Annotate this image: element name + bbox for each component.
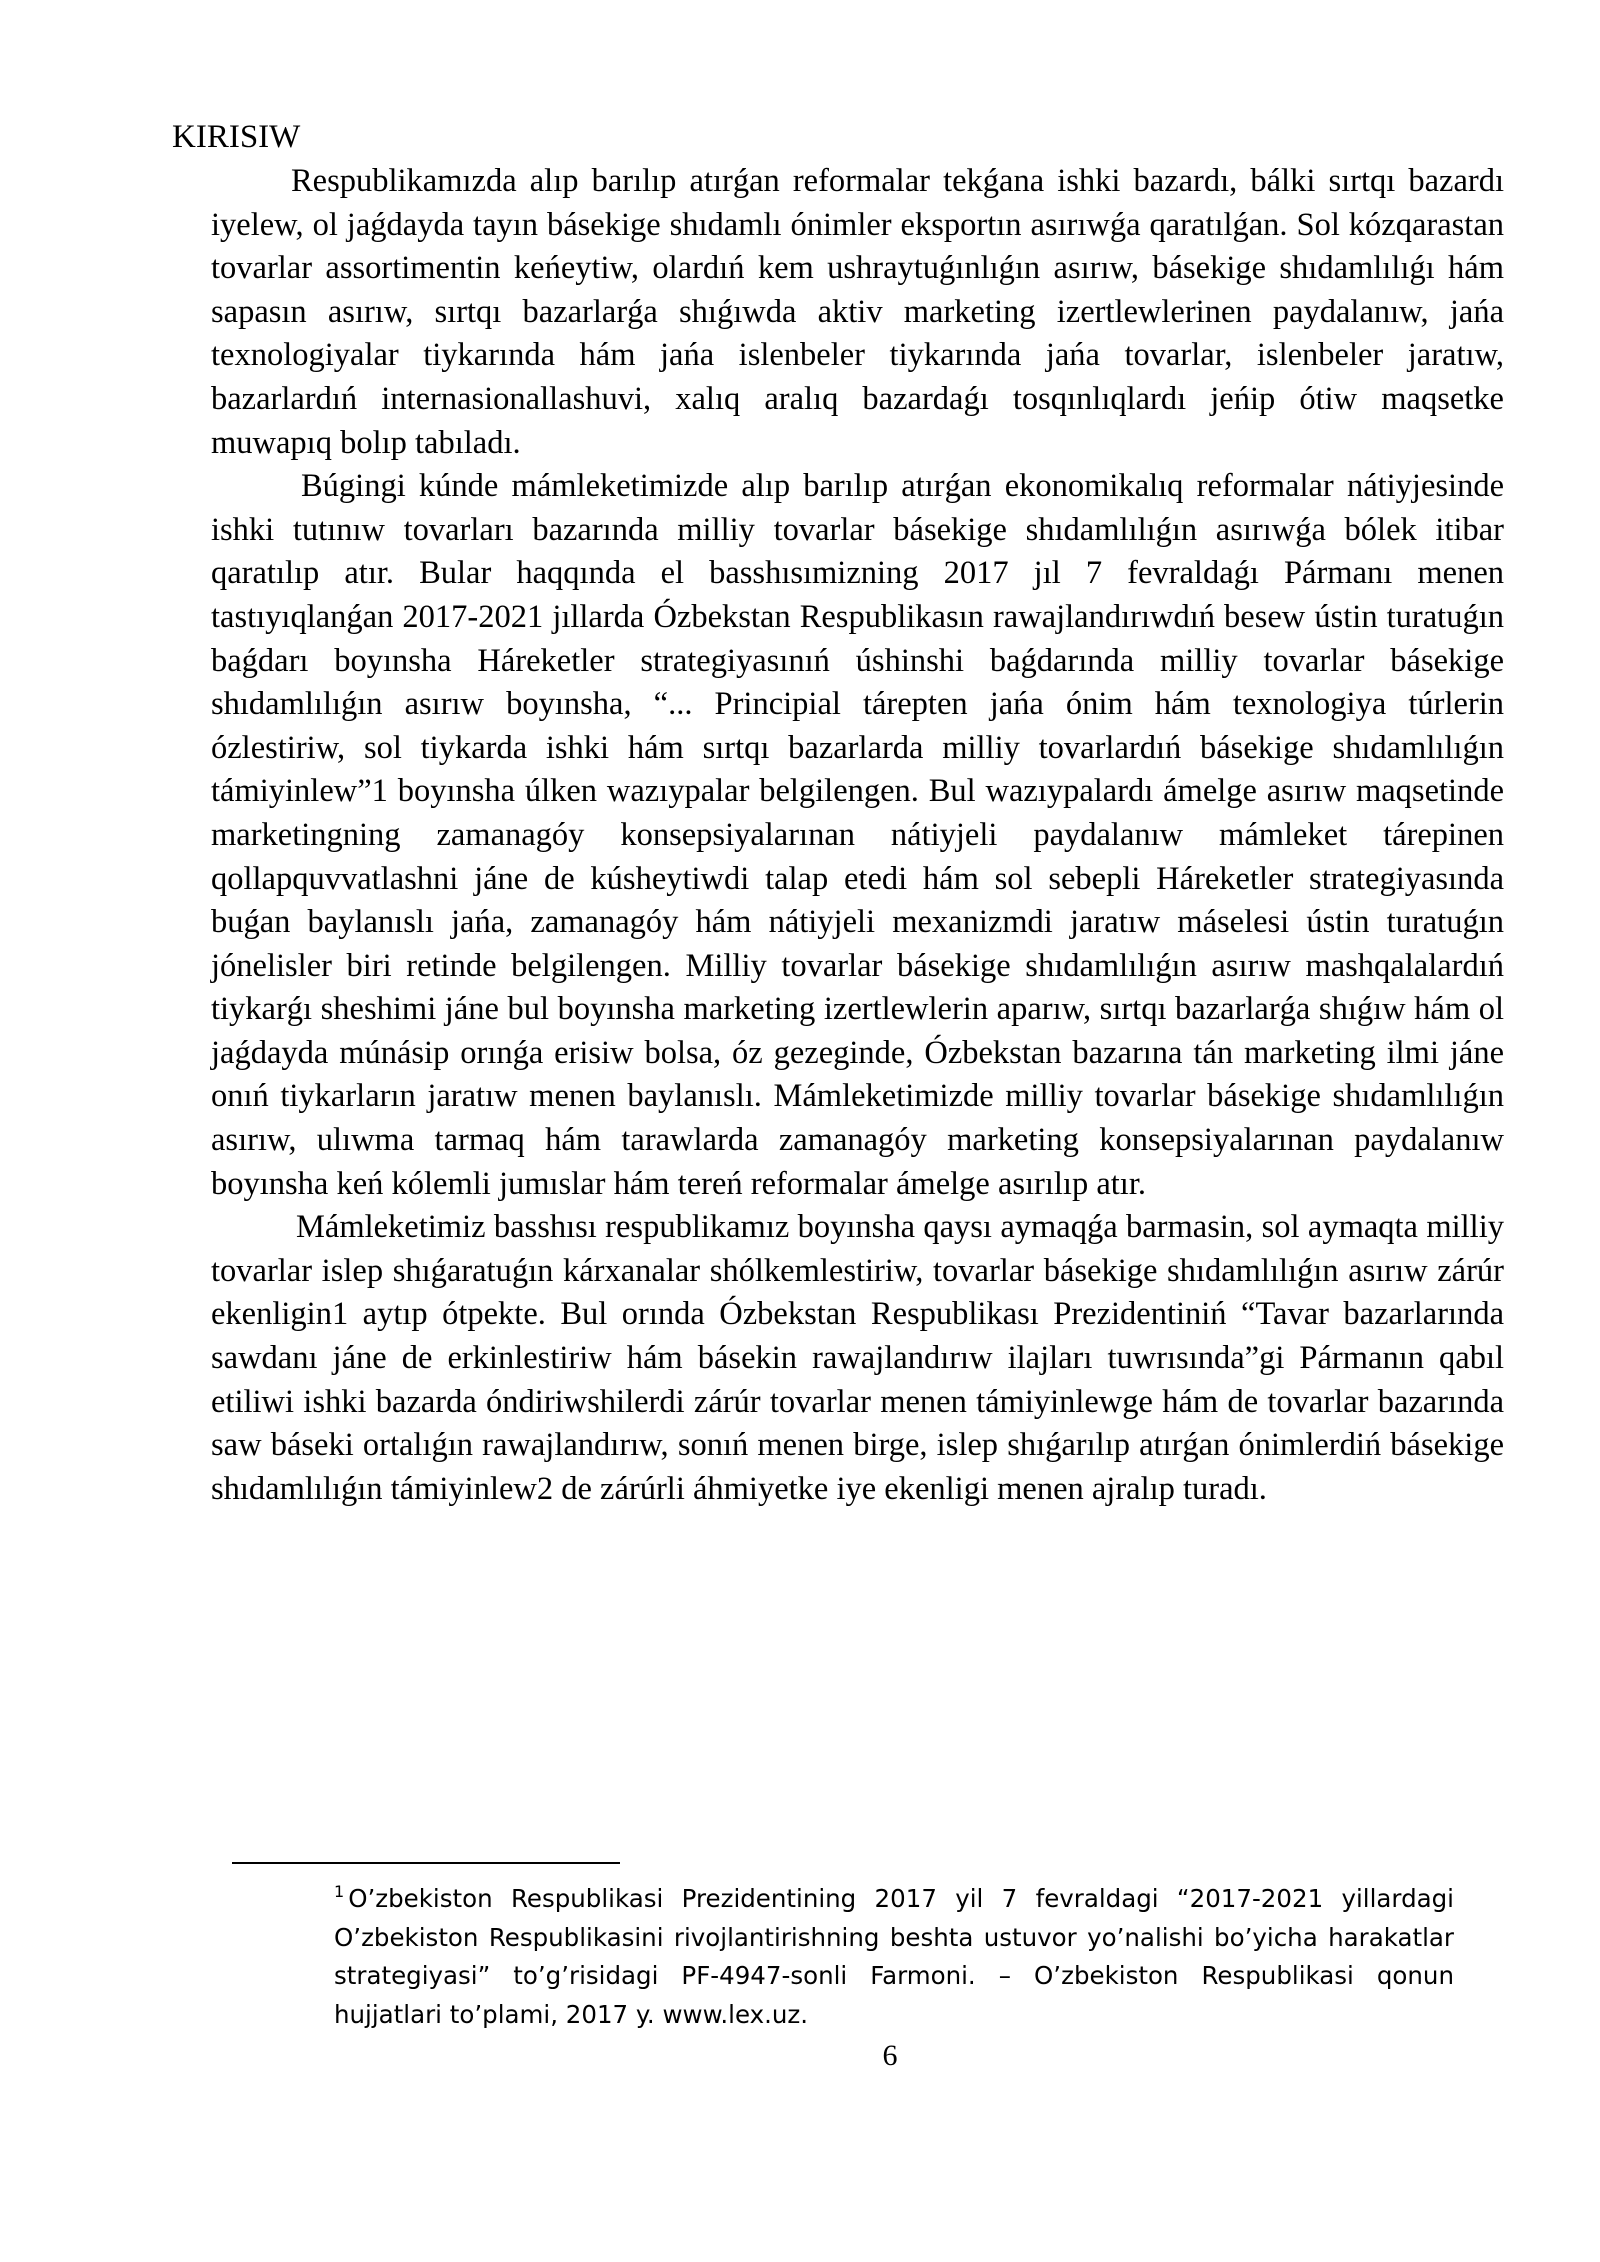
footnote	[334, 1880, 1454, 2034]
body-text	[211, 160, 1504, 1511]
footnote-marker: 1	[334, 1882, 345, 1901]
footnote-separator	[232, 1862, 620, 1864]
page-number: 6	[882, 2039, 898, 2072]
footnote-text: O’zbekiston Respublikasi Prezidentining 2017 yil 7 fevraldagi “2017-2021 yillardagi O’zbekiston Respublikasini rivojlantirishning beshta ustuvor yo’nalishi bo’yicha harakatlar strategiyasi” to’g’risidagi PF-4947-sonli Farmoni. – O’zbekiston Respublikasi qonun hujjatlari to’plami, 2017 y. www.lex.uz.	[334, 1884, 1454, 2029]
section-heading: KIRISIW	[172, 119, 301, 155]
paragraph-2: Búgingi kúnde mámleketimizde alıp barılıp atırǵan ekonomikalıq reformalar nátiyjesinde ishki tutınıw tovarları bazarında milliy tovarlar básekige shıdamlılıǵın asırıwǵa bólek itibar qaratılıp atır. Bular haqqında el basshısımizning 2017 jıl 7 fevraldaǵı Pármanı menen tastıyıqlanǵan 2017-2021 jıllarda Ózbekstan Respublikasın rawajlandırıwdıń besew ústin turatuǵın baǵdarı boyınsha Háreketler strategiyasınıń úshinshi baǵdarında milliy tovarlar básekige shıdamlılıǵın asırıw boyınsha, “... Principial tárepten jańa ónim hám texnologiya túrlerin ózlestiriw, sol tiykarda ishki hám sırtqı bazarlarda milliy tovarlardıń básekige shıdamlılıǵın támiyinlew”1 boyınsha úlken wazıypalar belgilengen. Bul wazıypalardı ámelge asırıw maqsetinde marketingning zamanagóy konsepsiyalarınan nátiyjeli paydalanıw mámleket tárepinen qollapquvvatlashni jáne de kúsheytiwdi talap etedi hám sol sebepli Háreketler strategiyasında buǵan baylanıslı jańa, zamanagóy hám nátiyjeli mexanizmdi jaratıw máselesi ústin turatuǵın jónelisler biri retinde belgilengen. Milliy tovarlar básekige shıdamlılıǵın asırıw mashqalalardıń tiykarǵı sheshimi jáne bul boyınsha marketing izertlewlerin aparıw, sırtqı bazarlarǵa shıǵıw hám ol jaǵdayda múnásip orınǵa erisiw bolsa, óz gezeginde, Ózbekstan bazarına tán marketing ilmi jáne onıń tiykarların jaratıw menen baylanıslı. Mámleketimizde milliy tovarlar básekige shıdamlılıǵın asırıw, ulıwma tarmaq hám tarawlarda zamanagóy marketing konsepsiyalarınan paydalanıw boyınsha keń kólemli jumıslar hám tereń reformalar ámelge asırılıp atır.	[211, 468, 1504, 1202]
paragraph-3: Mámleketimiz basshısı respublikamız boyınsha qaysı aymaqǵa barmasin, sol aymaqta milliy tovarlar islep shıǵaratuǵın kárxanalar shólkemlestiriw, tovarlar básekige shıdamlılıǵın asırıw zárúr ekenligin1 aytıp ótpekte. Bul orında Ózbekstan Respublikası Prezidentiniń “Tavar bazarlarında sawdanı jáne de erkinlestiriw hám básekin rawajlandırıw ilajları tuwrısında”gi Pármanın qabıl etiliwi ishki bazarda óndiriwshilerdi zárúr tovarlar menen támiyinlewge hám de tovarlar bazarında saw báseki ortalıǵın rawajlandırıw, sonıń menen birge, islep shıǵarılıp atırǵan ónimlerdiń básekige shıdamlılıǵın támiyinlew2 de zárúrli áhmiyetke iye ekenligi menen ajralıp turadı.	[211, 1209, 1504, 1507]
paragraph-1: Respublikamızda alıp barılıp atırǵan reformalar tekǵana ishki bazardı, bálki sırtqı bazardı iyelew, ol jaǵdayda tayın básekige shıdamlı ónimler eksportın asırıwǵa qaratılǵan. Sol kózqarastan tovarlar assortimentin keńeytiw, olardıń kem ushraytuǵınlıǵın asırıw, básekige shıdamlılıǵı hám sapasın asırıw, sırtqı bazarlarǵa shıǵıwda aktiv marketing izertlewlerinen paydalanıw, jańa texnologiyalar tiykarında hám jańa islenbeler tiykarında jańa tovarlar, islenbeler jaratıw, bazarlardıń internasionallashuvi, xalıq aralıq bazardaǵı tosqınlıqlardı jeńip ótiw maqsetke muwapıq bolıp tabıladı.	[211, 163, 1504, 461]
